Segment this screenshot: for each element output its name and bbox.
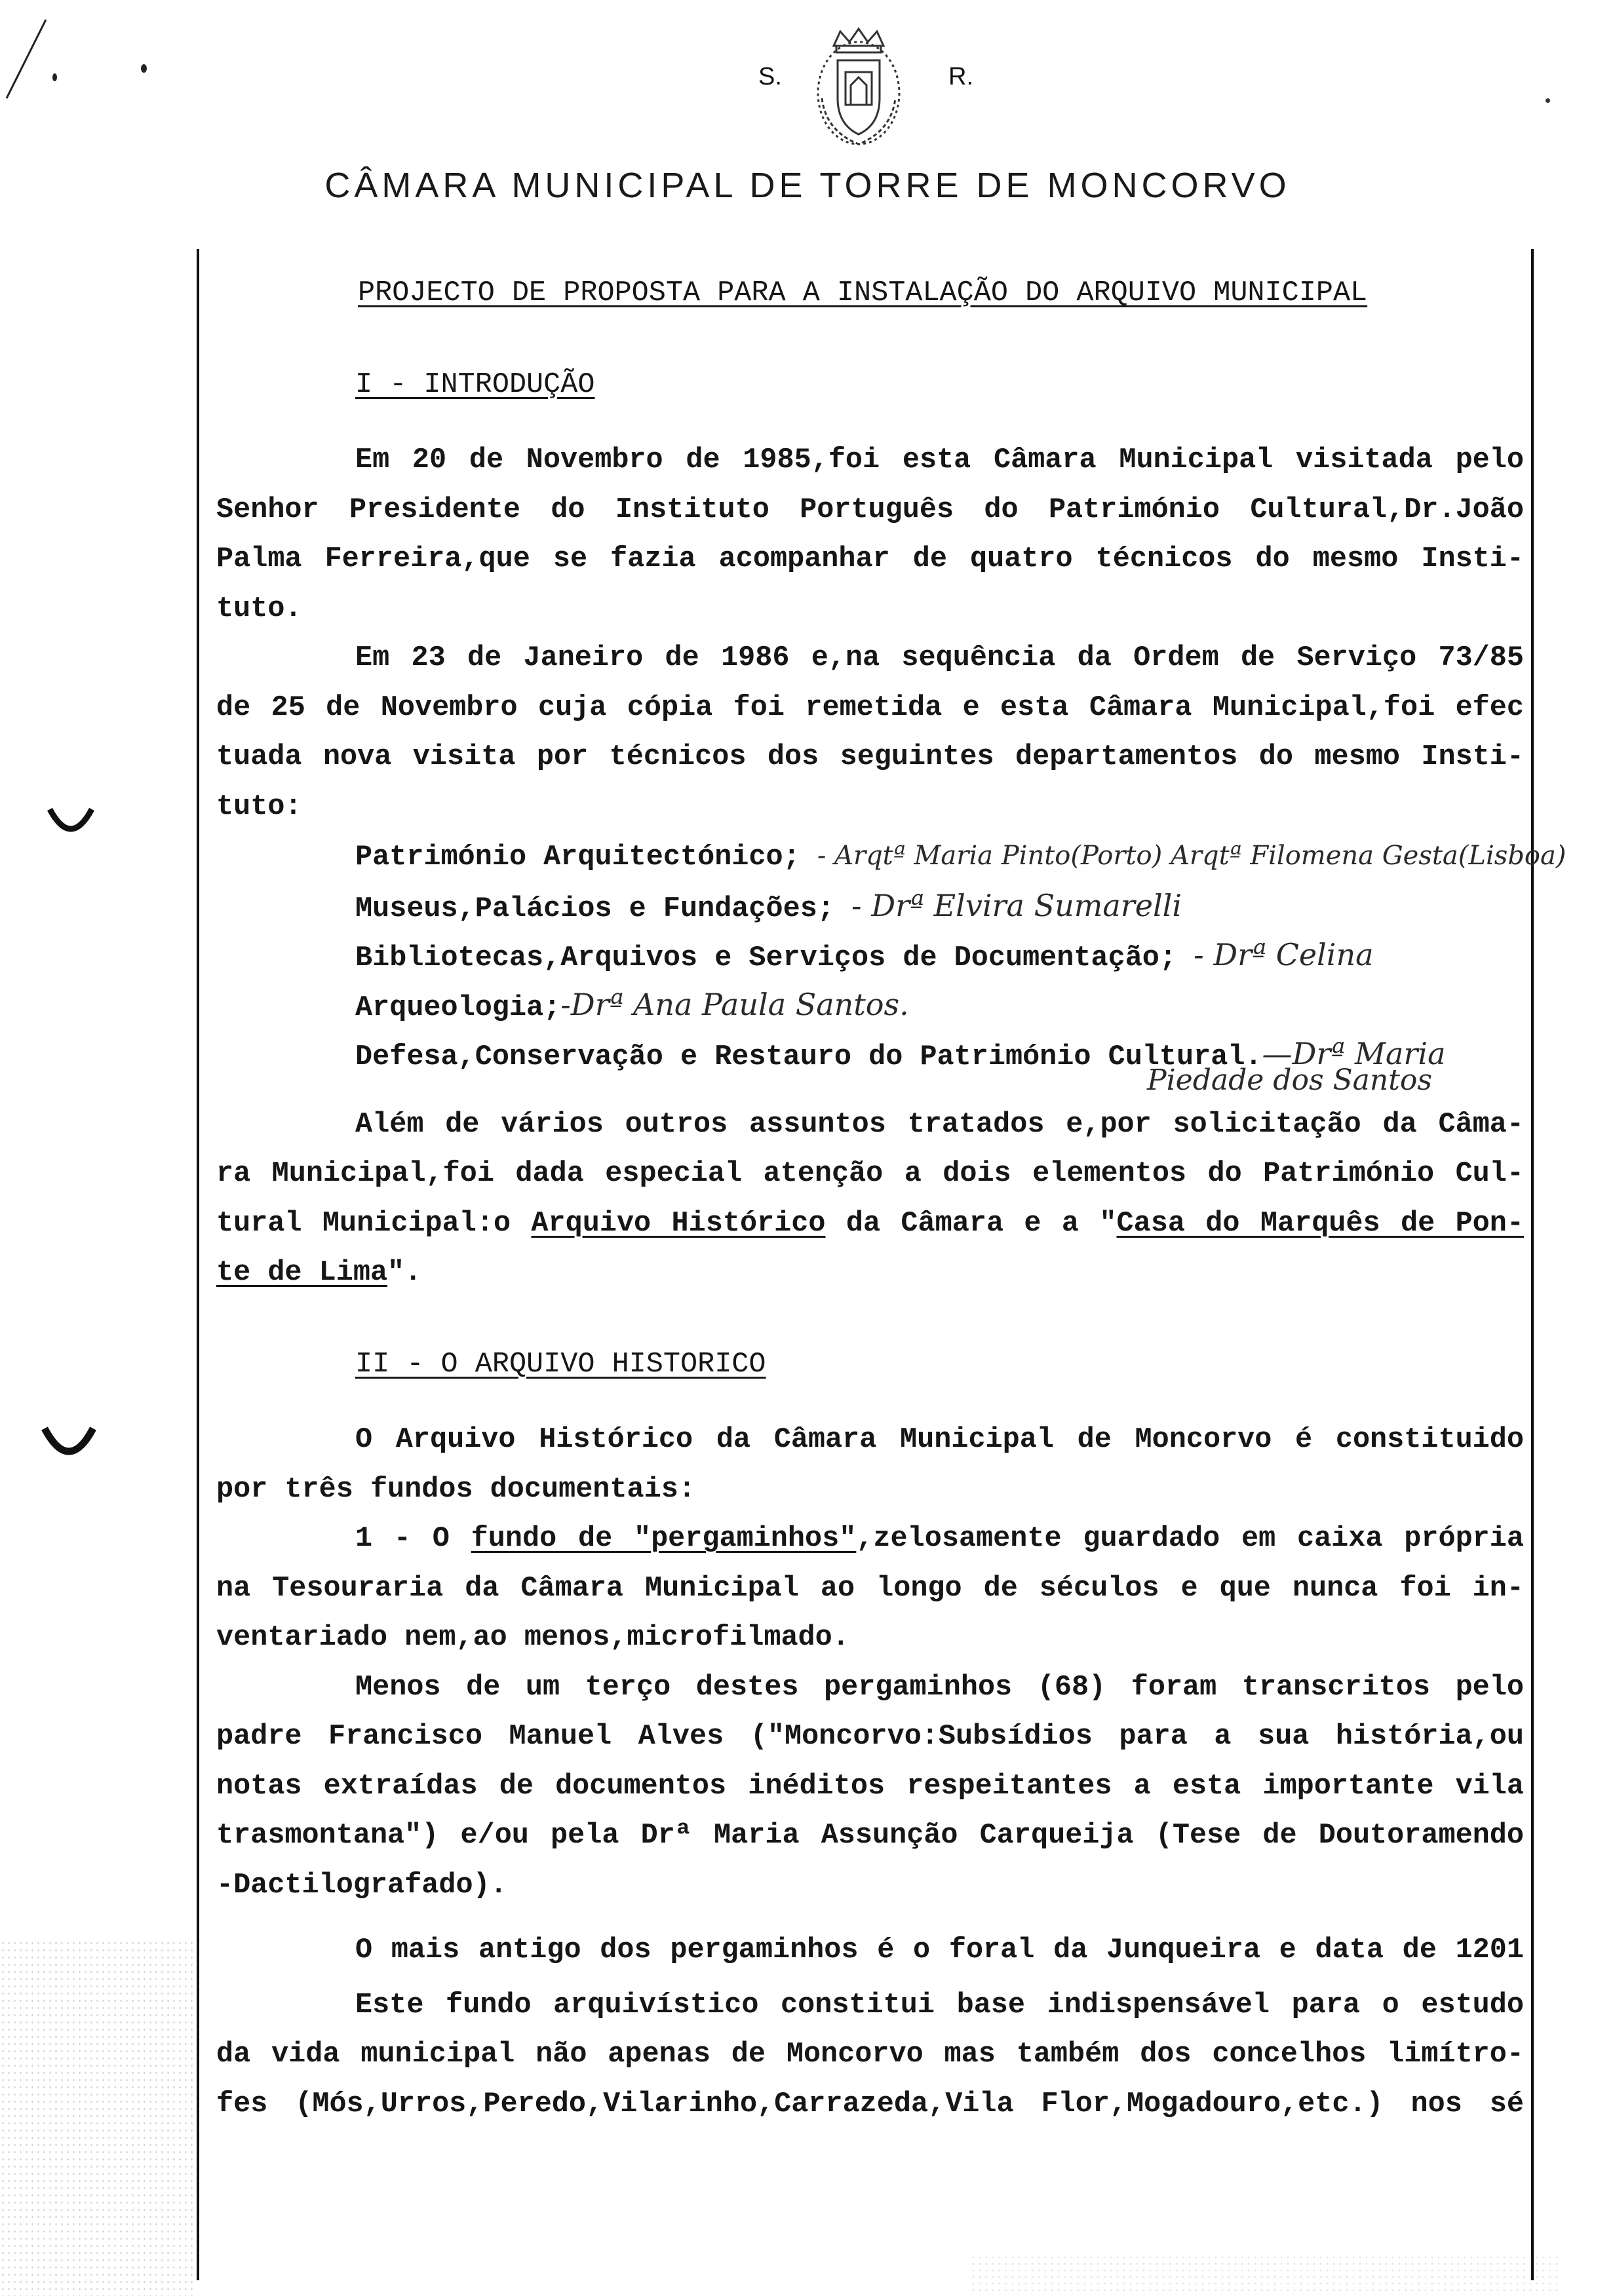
section-heading-introduction: I - INTRODUÇÃO (355, 368, 595, 401)
municipal-crest-icon (800, 20, 918, 151)
margin-mark (0, 13, 79, 105)
paragraph-line: O mais antigo dos pergaminhos é o foral da Junqueira e data de 1201 (355, 1934, 1524, 1966)
paragraph-line: Além de vários outros assuntos tratados e,por solicitação da Câma- (355, 1108, 1524, 1141)
paragraph-line: trasmontana") e/ou pela Drª Maria Assunção Carqueija (Tese de Doutoramendo (216, 1820, 1524, 1852)
department-name: Museus,Palácios e Fundações; (355, 892, 834, 925)
paragraph-line: tuto. (216, 592, 302, 625)
underlined-term: te de Lima (216, 1257, 388, 1289)
left-margin-rule (197, 249, 199, 2280)
department-name: Bibliotecas,Arquivos e Serviços de Documentação; (355, 942, 1177, 974)
section-heading-arquivo-historico: II - O ARQUIVO HISTORICO (355, 1348, 766, 1381)
department-name: Arqueologia; (355, 991, 561, 1024)
paragraph-line: da vida municipal não apenas de Moncorvo mas também dos concelhos limítro- (216, 2038, 1524, 2071)
handwritten-note: —Drª Maria (1262, 1036, 1446, 1071)
text-run: da Câmara e a " (825, 1207, 1117, 1240)
paragraph-line: ventariado nem,ao menos,microfilmado. (216, 1622, 849, 1654)
paragraph-line: Senhor Presidente do Instituto Português do Património Cultural,Dr.João (216, 493, 1524, 526)
paragraph-line (216, 1514, 1524, 1564)
speck (141, 64, 147, 73)
paragraph-line: Menos de um terço destes pergaminhos (68) foram transcritos pelo (355, 1671, 1524, 1704)
paragraph-line: na Tesouraria da Câmara Municipal ao longo de séculos e que nunca foi in- (216, 1572, 1524, 1605)
department-item (216, 930, 1524, 980)
paragraph-line: tuto: (216, 790, 302, 823)
paragraph-line: notas extraídas de documentos inéditos respeitantes a esta importante vila (216, 1770, 1524, 1803)
paragraph-line (216, 1248, 1524, 1298)
punch-hole-mark (45, 803, 97, 842)
department-item (216, 881, 1524, 931)
speck (52, 73, 57, 81)
paragraph-line: O Arquivo Histórico da Câmara Municipal de Moncorvo é constituido (355, 1424, 1524, 1456)
speck (1546, 98, 1550, 103)
department-name: Património Arquitectónico; (355, 841, 800, 873)
text-run: ,zelosamente guardado em caixa própria (856, 1523, 1524, 1555)
text-run: tural Municipal:o (216, 1207, 532, 1240)
paragraph-line: Palma Ferreira,que se fazia acompanhar de quatro técnicos do mesmo Insti- (216, 543, 1524, 575)
paragraph-line: -Dactilografado). (216, 1869, 507, 1902)
handwritten-note: - Arqtª Maria Pinto(Porto) Arqtª Filomena Gesta(Lisboa) (817, 841, 1566, 871)
handwritten-note: - Drª Celina (1194, 937, 1374, 972)
underlined-term: fundo de "pergaminhos" (471, 1523, 857, 1555)
paragraph-line: fes (Mós,Urros,Peredo,Vilarinho,Carrazeda,Vila Flor,Mogadouro,etc.) nos sé (216, 2088, 1524, 2120)
handwritten-note: -Drª Ana Paula Santos. (560, 986, 909, 1022)
paragraph-line: de 25 de Novembro cuja cópia foi remetida e esta Câmara Municipal,foi efec (216, 691, 1524, 724)
text-run: 1 - O (355, 1523, 471, 1555)
document-body (216, 269, 1566, 2129)
paragraph-line: Em 23 de Janeiro de 1986 e,na sequência da Ordem de Serviço 73/85 (355, 642, 1524, 674)
paragraph-line: Em 20 de Novembro de 1985,foi esta Câmara Municipal visitada pelo (355, 444, 1524, 476)
department-item (216, 832, 1566, 881)
paragraph-line (216, 1199, 1524, 1249)
scan-noise (970, 2254, 1560, 2296)
paragraph-line: padre Francisco Manuel Alves ("Moncorvo:Subsídios para a sua história,ou (216, 1721, 1524, 1753)
handwritten-note: - Drª Elvira Sumarelli (851, 887, 1182, 923)
crest-left-label: S. (758, 63, 782, 90)
municipality-heading: CÂMARA MUNICIPAL DE TORRE DE MONCORVO (324, 166, 1291, 205)
handwritten-note-continued: Piedade dos Santos (1147, 1063, 1432, 1097)
crest-right-label: R. (948, 63, 973, 90)
right-margin-rule (1531, 249, 1534, 2280)
paragraph-line: ra Municipal,foi dada especial atenção a dois elementos do Património Cul- (216, 1158, 1524, 1190)
paragraph-line: Este fundo arquivístico constitui base indispensável para o estudo (355, 1989, 1524, 2021)
department-item (216, 980, 1524, 1030)
underlined-term: Arquivo Histórico (531, 1207, 826, 1240)
paragraph-line: tuada nova visita por técnicos dos seguintes departamentos do mesmo Insti- (216, 741, 1524, 773)
underlined-term: Casa do Marquês de Pon- (1116, 1207, 1524, 1240)
document-title: PROJECTO DE PROPOSTA PARA A INSTALAÇÃO DO ARQUIVO MUNICIPAL (358, 277, 1368, 309)
scan-noise (0, 1940, 197, 2296)
paragraph-line: por três fundos documentais: (216, 1473, 695, 1506)
text-run: ". (387, 1257, 422, 1289)
department-name: Defesa,Conservação e Restauro do Património Cultural. (355, 1041, 1262, 1073)
punch-hole-mark (39, 1422, 98, 1468)
